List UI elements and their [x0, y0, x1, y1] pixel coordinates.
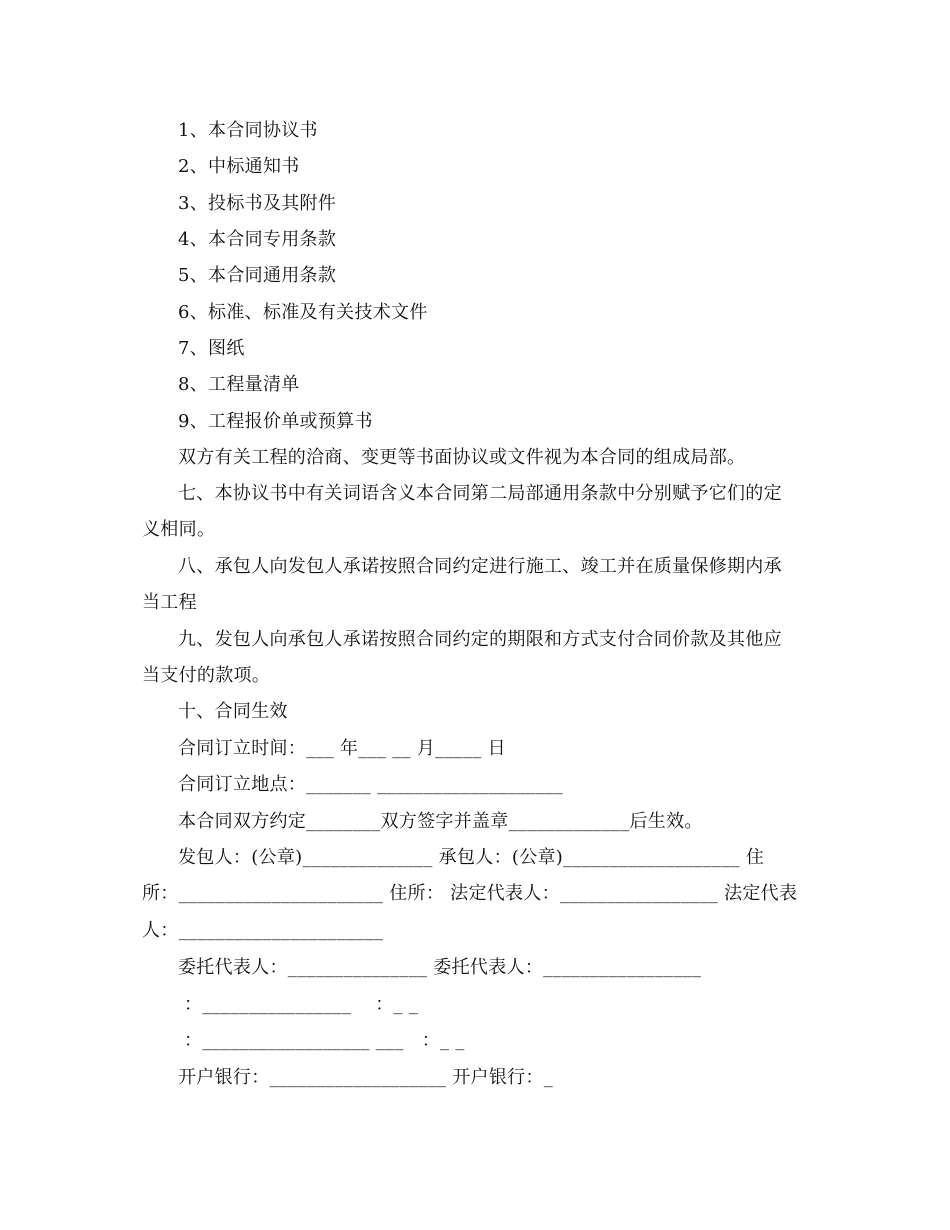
blank-field-2: ：__________________ ___ ：_ _: [178, 1030, 465, 1051]
sign-place-field: 合同订立地点：_______ ____________________: [178, 774, 564, 795]
list-item: 1、本合同协议书: [178, 120, 318, 141]
clause-10-heading: 十、合同生效: [178, 701, 288, 722]
list-item: 4、本合同专用条款: [178, 229, 337, 250]
list-item: 8、工程量清单: [178, 374, 300, 395]
effect-clause: 本合同双方约定________双方签字并盖章_____________后生效。: [178, 811, 703, 832]
list-item: 5、本合同通用条款: [178, 265, 337, 286]
paragraph-documents: 双方有关工程的洽商、变更等书面协议或文件视为本合同的组成局部。: [178, 447, 746, 468]
sign-time-field: 合同订立时间：___ 年___ __ 月_____ 日: [178, 738, 506, 759]
bank-field: 开户银行：___________________ 开户银行：_: [178, 1067, 554, 1088]
clause-8-line-1: 八、承包人向发包人承诺按照合同约定进行施工、竣工并在质量保修期内承: [178, 556, 782, 577]
list-item: 3、投标书及其附件: [178, 193, 337, 214]
parties-line-1: 发包人：(公章)______________ 承包人：(公章)___________________ 住: [178, 847, 765, 868]
list-item: 7、图纸: [178, 338, 245, 359]
list-item: 6、标准、标准及有关技术文件: [178, 302, 428, 323]
clause-8-line-2: 当工程: [142, 592, 197, 613]
list-item: 2、中标通知书: [178, 156, 300, 177]
parties-line-3: 人：______________________: [142, 920, 384, 941]
clause-7-line-1: 七、本协议书中有关词语含义本合同第二局部通用条款中分别赋予它们的定: [178, 483, 782, 504]
blank-field-1: ：________________ ：_ _: [178, 994, 419, 1015]
agent-field: 委托代表人：_______________ 委托代表人：_________________: [178, 957, 702, 978]
list-item: 9、工程报价单或预算书: [178, 411, 373, 432]
clause-7-line-2: 义相同。: [142, 519, 216, 540]
parties-line-2: 所：______________________ 住所： 法定代表人：_________________ 法定代表: [142, 883, 798, 904]
clause-9-line-2: 当支付的款项。: [142, 665, 271, 686]
clause-9-line-1: 九、发包人向承包人承诺按照合同约定的期限和方式支付合同价款及其他应: [178, 629, 782, 650]
